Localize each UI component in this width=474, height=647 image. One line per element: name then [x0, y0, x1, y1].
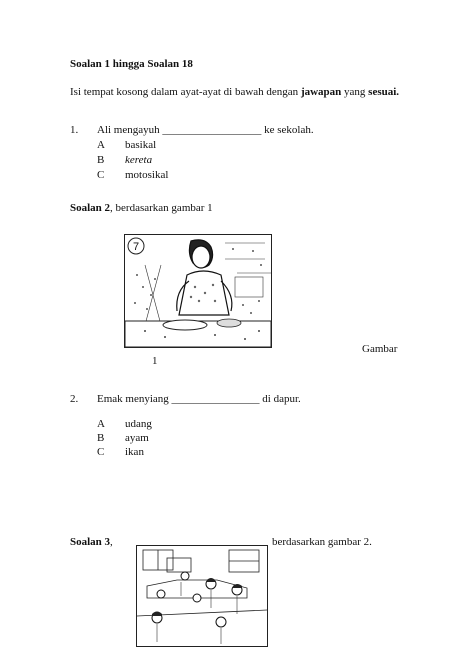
q1-option-b[interactable]: B kereta — [97, 154, 153, 166]
instruction-text: Isi tempat kosong dalam ayat-ayat di bawah dengan jawapan yang sesuai. — [70, 86, 400, 98]
q2-option-c[interactable]: C ikan — [97, 446, 144, 458]
section-title: Soalan 1 hingga Soalan 18 — [70, 58, 193, 70]
q2-text: Emak menyiang ________________ di dapur. — [97, 393, 301, 405]
picture-caption-word: Gambar — [362, 343, 398, 355]
q1-option-c[interactable]: C motosikal — [97, 169, 169, 181]
section3-heading-rest: berdasarkan gambar 2. — [272, 536, 372, 548]
picture-caption-number: 1 — [152, 355, 158, 367]
section2-heading: Soalan 2, berdasarkan gambar 1 — [70, 202, 213, 214]
section3-heading: Soalan 3, — [70, 536, 113, 548]
q1-option-a[interactable]: A basikal — [97, 139, 157, 151]
q1-number: 1. — [70, 124, 79, 136]
picture-1-number: 7 — [132, 241, 140, 253]
q2-number: 2. — [70, 393, 79, 405]
picture-1 — [124, 234, 272, 348]
q2-option-a[interactable]: A udang — [97, 418, 152, 430]
q2-option-b[interactable]: B ayam — [97, 432, 149, 444]
q1-text: Ali mengayuh __________________ ke sekolah. — [97, 124, 314, 136]
